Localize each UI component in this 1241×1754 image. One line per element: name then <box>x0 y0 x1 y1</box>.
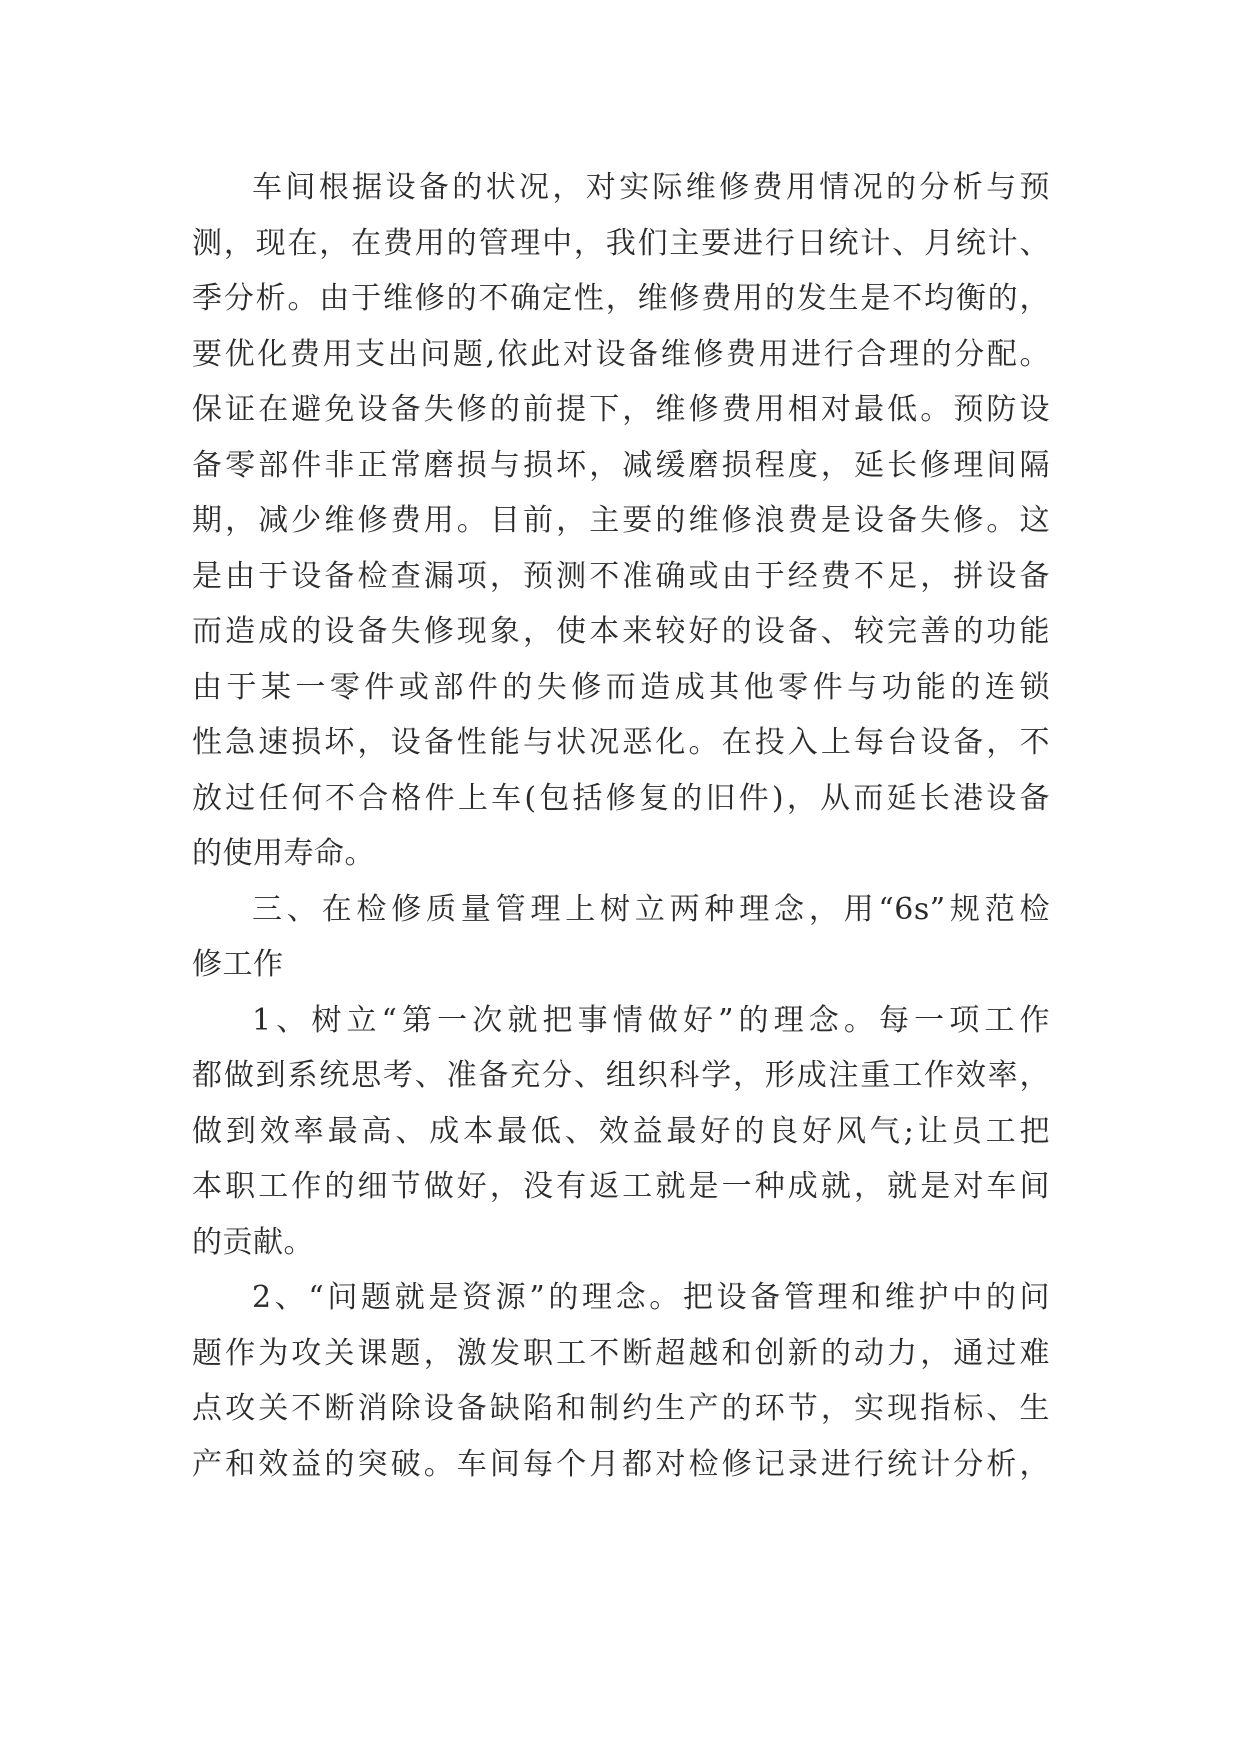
paragraph-line: 2、“问题就是资源”的理念。把设备管理和维护中的问 <box>252 1280 1050 1315</box>
paragraph-line: 点攻关不断消除设备缺陷和制约生产的环节，实现指标、生 <box>192 1391 1050 1426</box>
paragraph-line: 期，减少维修费用。目前，主要的维修浪费是设备失修。这 <box>192 503 1050 538</box>
paragraph-line: 题作为攻关课题，激发职工不断超越和创新的动力，通过难 <box>192 1335 1050 1371</box>
paragraph-line: 车间根据设备的状况，对实际维修费用情况的分析与预 <box>252 170 1050 205</box>
paragraph-line: 测，现在，在费用的管理中，我们主要进行日统计、月统计、 <box>192 225 1050 261</box>
paragraph-line: 性急速损坏，设备性能与状况恶化。在投入上每台设备，不 <box>192 725 1050 760</box>
paragraph-line: 季分析。由于维修的不确定性，维修费用的发生是不均衡的， <box>192 281 1050 316</box>
paragraph-line: 做到效率最高、成本最低、效益最好的良好风气;让员工把 <box>192 1113 1050 1149</box>
paragraph-line: 产和效益的突破。车间每个月都对检修记录进行统计分析， <box>192 1446 1050 1482</box>
paragraph-line: 的使用寿命。 <box>192 836 375 871</box>
paragraph-line: 放过任何不合格件上车(包括修复的旧件)，从而延长港设备 <box>192 780 1050 816</box>
paragraph-line: 的贡献。 <box>192 1224 314 1260</box>
section-heading-line: 修工作 <box>192 947 284 982</box>
paragraph-line: 都做到系统思考、准备充分、组织科学，形成注重工作效率， <box>192 1058 1050 1093</box>
paragraph-line: 而造成的设备失修现象，使本来较好的设备、较完善的功能 <box>192 614 1050 649</box>
section-heading-line: 三、在检修质量管理上树立两种理念，用“6s”规范检 <box>252 891 1050 927</box>
paragraph-line: 1、树立“第一次就把事情做好”的理念。每一项工作 <box>252 1002 1050 1038</box>
paragraph-line: 保证在避免设备失修的前提下，维修费用相对最低。预防设 <box>192 392 1050 427</box>
paragraph-line: 本职工作的细节做好，没有返工就是一种成就，就是对车间 <box>192 1169 1050 1204</box>
paragraph-line: 是由于设备检查漏项，预测不准确或由于经费不足，拼设备 <box>192 558 1050 594</box>
paragraph-line: 由于某一零件或部件的失修而造成其他零件与功能的连锁 <box>192 669 1050 705</box>
document-body <box>192 160 1050 1492</box>
paragraph-line: 备零部件非正常磨损与损坏，减缓磨损程度，延长修理间隔 <box>192 447 1050 483</box>
paragraph-line: 要优化费用支出问题,依此对设备维修费用进行合理的分配。 <box>192 336 1050 372</box>
